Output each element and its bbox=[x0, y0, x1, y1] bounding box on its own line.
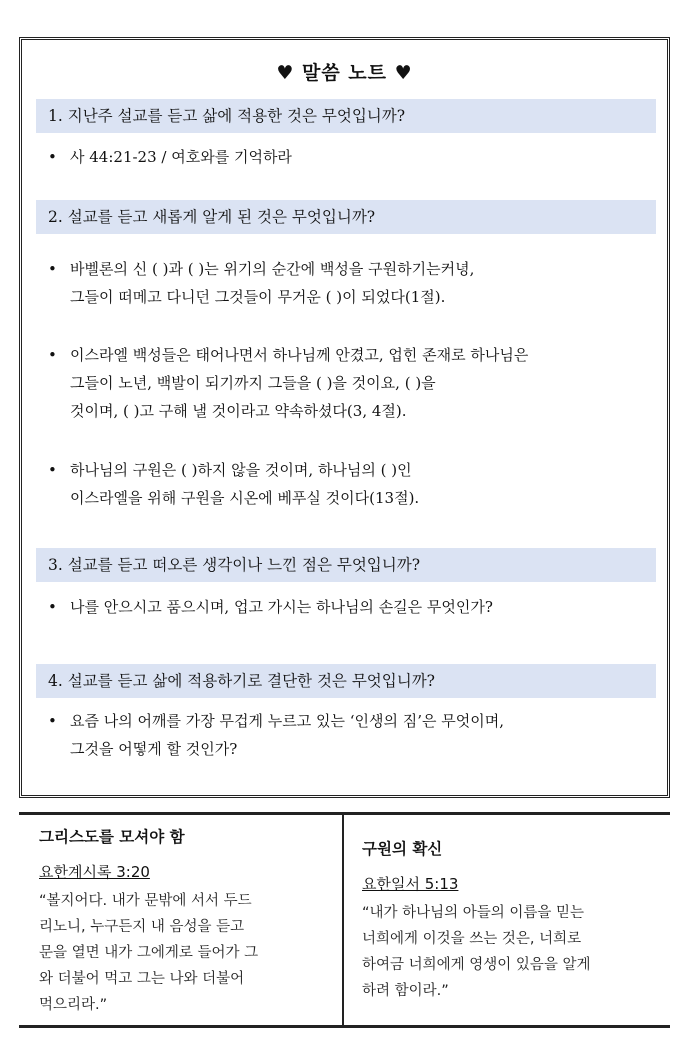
q2-bullet-2-line-1: 이스라엘 백성들은 태어나면서 하나님께 안겼고, 업힌 존재로 하나님은 bbox=[70, 346, 529, 364]
q4-bullet-line-1: 요즘 나의 어깨를 가장 무겁게 누르고 있는 ‘인생의 짐’은 무엇이며, bbox=[70, 712, 504, 730]
verse-right-line: “내가 하나님의 아들의 이름을 믿는 bbox=[362, 905, 585, 921]
verse-section bbox=[19, 812, 670, 1028]
q3-bullet-text: 나를 안으시고 품으시며, 업고 가시는 하나님의 손길은 무엇인가? bbox=[70, 598, 493, 616]
verse-left-quote bbox=[39, 888, 332, 1018]
verse-right-line: 하여금 너희에게 영생이 있음을 알게 bbox=[362, 957, 591, 973]
question-1: 1. 지난주 설교를 듣고 삶에 적용한 것은 무엇입니까? bbox=[36, 99, 656, 133]
bullet-icon: • bbox=[48, 712, 57, 730]
note-title: ♥ 말씀 노트 ♥ bbox=[276, 62, 413, 84]
verse-right-quote bbox=[362, 900, 656, 1004]
question-3: 3. 설교를 듣고 떠오른 생각이나 느낀 점은 무엇입니까? bbox=[36, 548, 656, 582]
verse-left-line: 와 더불어 먹고 그는 나와 더불어 bbox=[39, 971, 245, 987]
q4-bullet-line-2: 그것을 어떻게 할 것인가? bbox=[70, 740, 238, 758]
bullet-icon: • bbox=[48, 346, 57, 364]
verse-right-line: 너희에게 이것을 쓰는 것은, 너희로 bbox=[362, 931, 582, 947]
verse-right bbox=[344, 815, 670, 1025]
verse-right-line: 하려 함이라.” bbox=[362, 983, 449, 999]
q2-bullet-2 bbox=[48, 341, 648, 425]
q2-bullet-1-line-1: 바벨론의 신 ( )과 ( )는 위기의 순간에 백성을 구원하기는커녕, bbox=[70, 260, 475, 278]
verse-left-line: 먹으리라.” bbox=[39, 997, 108, 1013]
verse-left-line: “볼지어다. 내가 문밖에 서서 두드 bbox=[39, 893, 252, 909]
bullet-icon: • bbox=[48, 148, 57, 166]
sermon-note-box bbox=[19, 37, 670, 798]
q2-bullet-1 bbox=[48, 255, 648, 311]
q2-bullet-2-line-2: 그들이 노년, 백발이 되기까지 그들을 ( )을 것이요, ( )을 bbox=[70, 374, 436, 392]
q3-bullet bbox=[48, 593, 648, 621]
question-2: 2. 설교를 듣고 새롭게 알게 된 것은 무엇입니까? bbox=[36, 200, 656, 234]
question-4: 4. 설교를 듣고 삶에 적용하기로 결단한 것은 무엇입니까? bbox=[36, 664, 656, 698]
bullet-icon: • bbox=[48, 260, 57, 278]
verse-left-reference: 요한계시록 3:20 bbox=[39, 863, 150, 881]
q2-bullet-3-line-1: 하나님의 구원은 ( )하지 않을 것이며, 하나님의 ( )인 bbox=[70, 461, 412, 479]
q1-bullet-text: 사 44:21-23 / 여호와를 기억하라 bbox=[70, 148, 292, 166]
verse-left-line: 문을 열면 내가 그에게로 들어가 그 bbox=[39, 945, 259, 961]
verse-right-reference: 요한일서 5:13 bbox=[362, 875, 459, 893]
q4-bullet bbox=[48, 707, 648, 763]
bullet-icon: • bbox=[48, 598, 57, 616]
q2-bullet-2-line-3: 것이며, ( )고 구해 낼 것이라고 약속하셨다(3, 4절). bbox=[70, 402, 407, 420]
bullet-icon: • bbox=[48, 461, 57, 479]
verse-left-line: 리노니, 누구든지 내 음성을 듣고 bbox=[39, 919, 245, 935]
q2-bullet-3 bbox=[48, 456, 648, 512]
verse-left bbox=[19, 815, 344, 1025]
verse-left-heading: 그리스도를 모셔야 함 bbox=[39, 828, 185, 846]
verse-right-heading: 구원의 확신 bbox=[362, 840, 443, 858]
q2-bullet-1-line-2: 그들이 떠메고 다니던 그것들이 무거운 ( )이 되었다(1절). bbox=[70, 288, 446, 306]
q1-bullet bbox=[48, 143, 648, 171]
q2-bullet-3-line-2: 이스라엘을 위해 구원을 시온에 베푸실 것이다(13절). bbox=[70, 489, 420, 507]
